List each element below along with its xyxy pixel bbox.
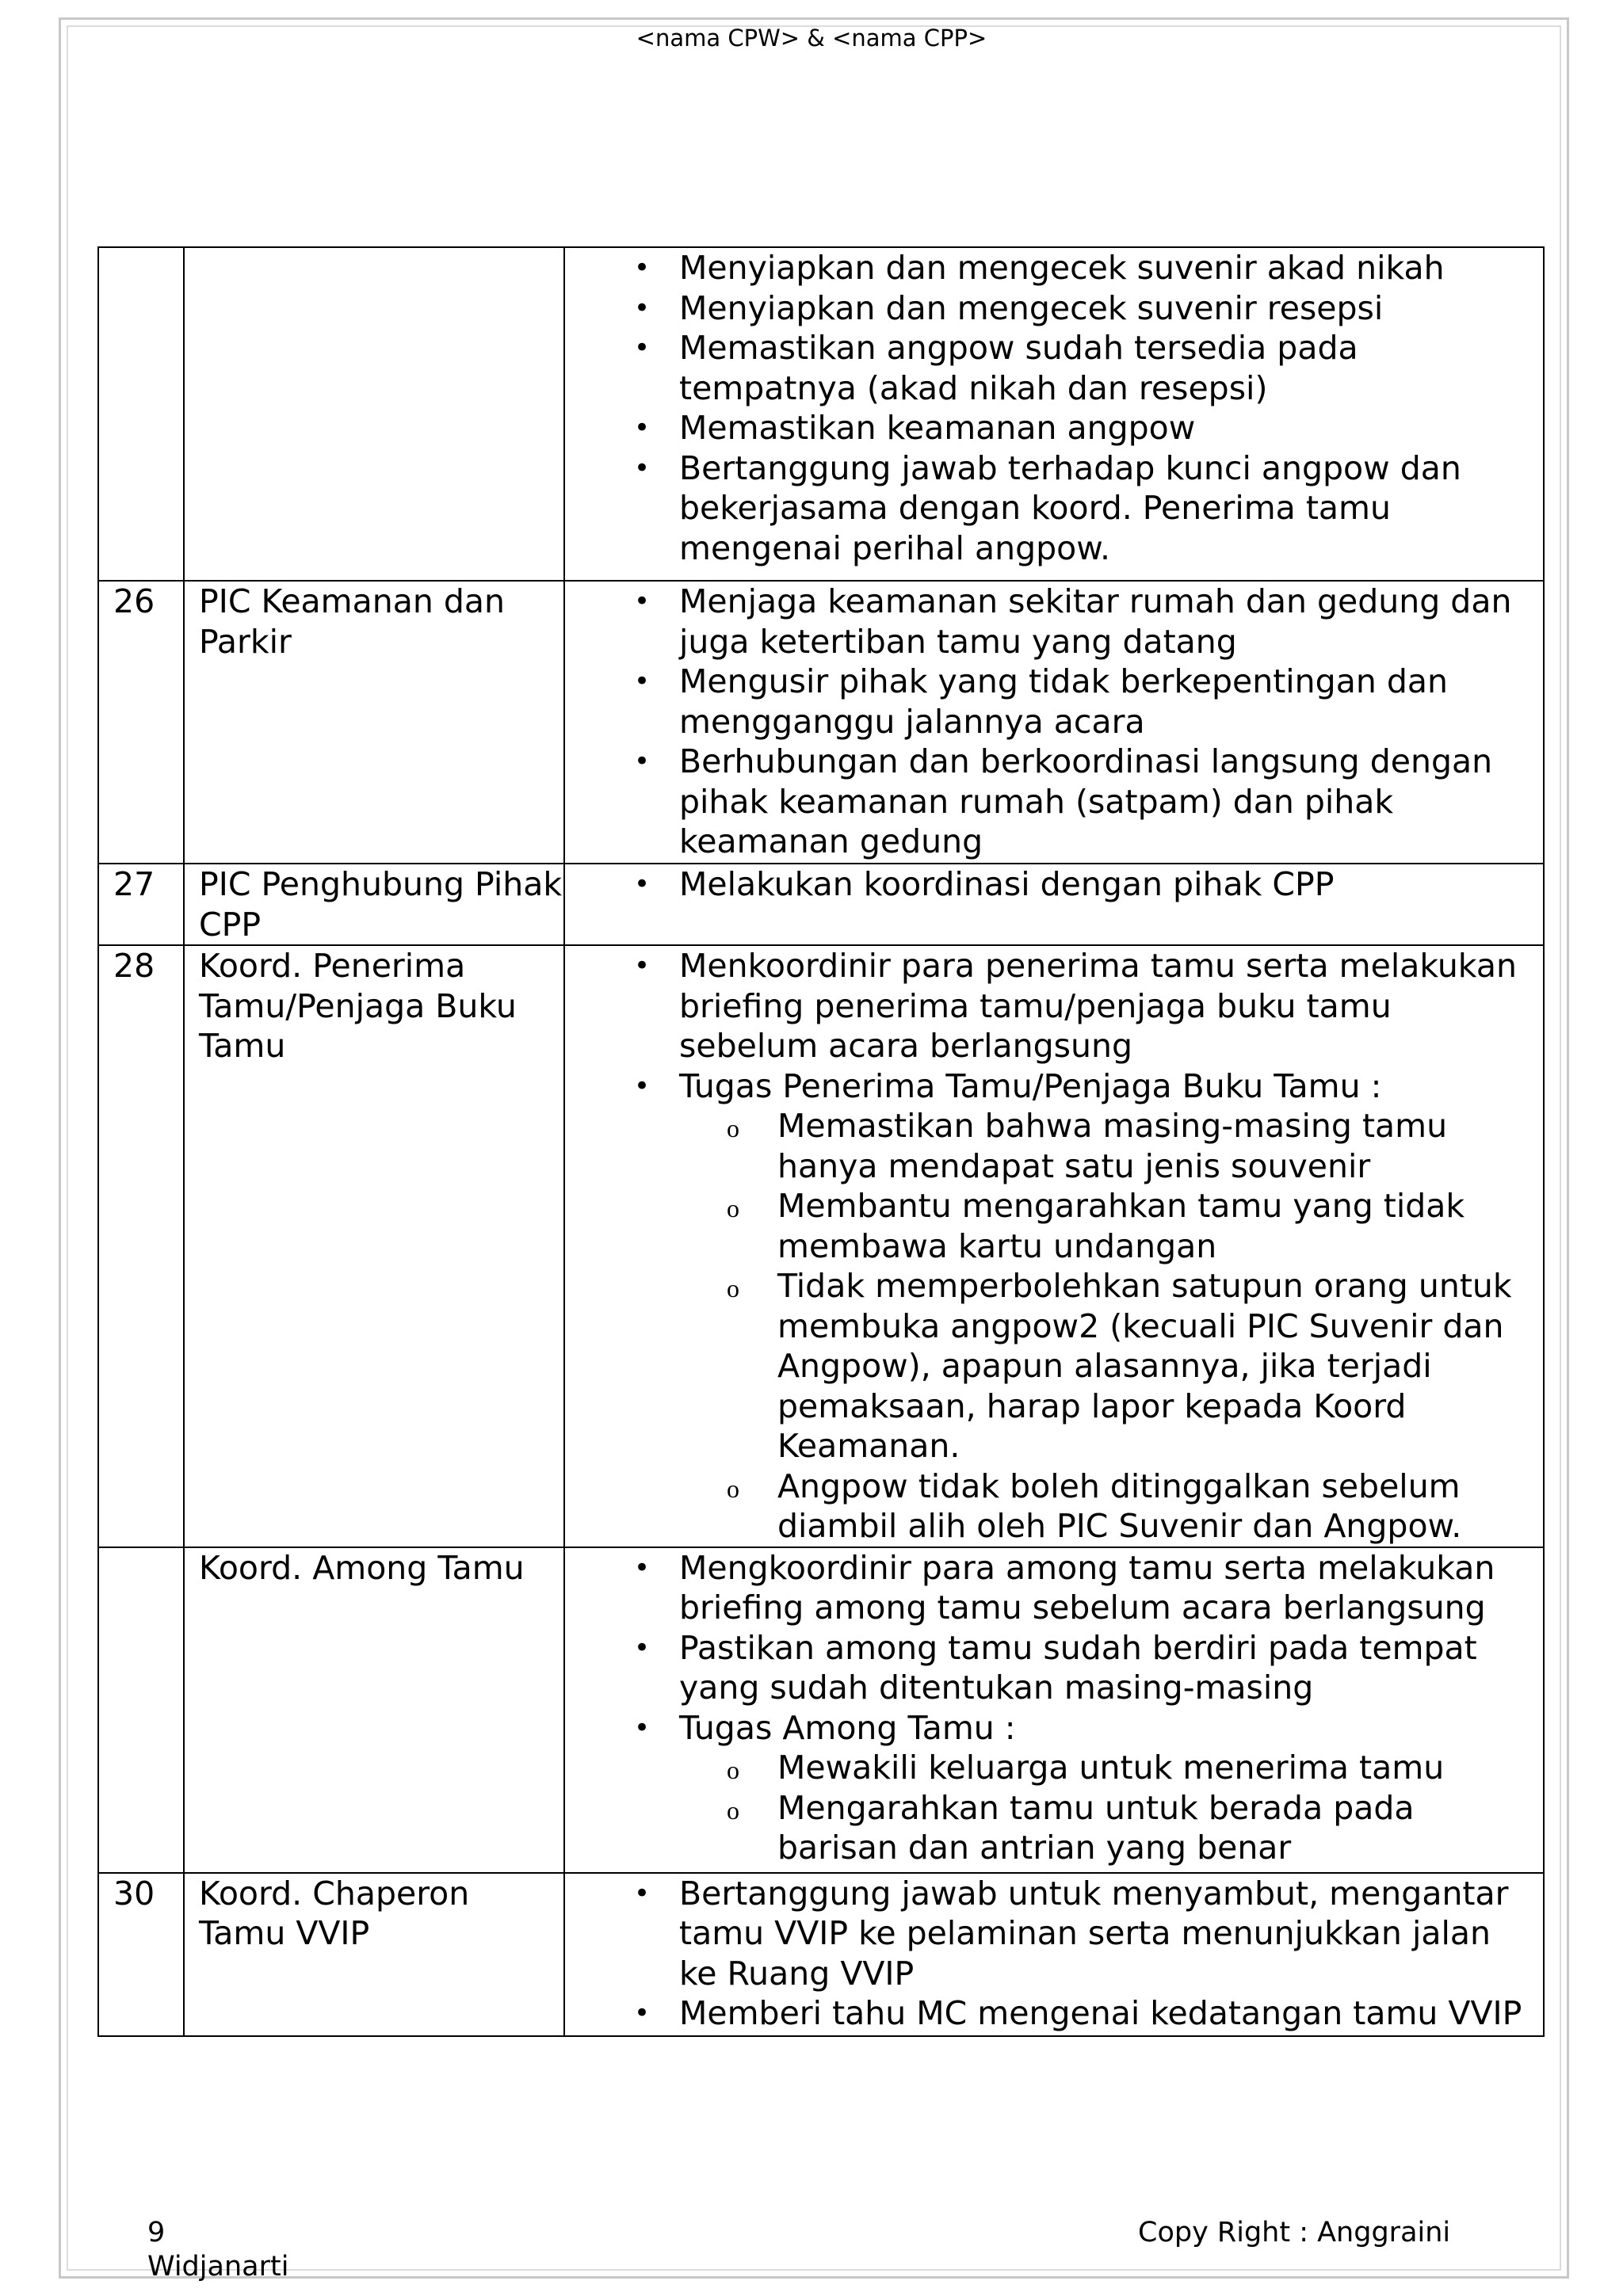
circle-bullet-icon: o — [727, 1795, 739, 1825]
task-text: Pastikan among tamu sudah berdiri pada tempat yang sudah ditentukan masing-masing — [679, 1628, 1477, 1707]
bullet-icon: • — [633, 1631, 651, 1664]
page-number: 9 — [147, 2217, 166, 2248]
circle-bullet-icon: o — [727, 1194, 739, 1222]
sub-task-list — [679, 1106, 1537, 1547]
role-cell — [184, 247, 564, 581]
task-text: Memastikan angpow sudah tersedia pada tempatnya (akad nikah dan resepsi) — [679, 329, 1358, 407]
task-list — [565, 582, 1543, 862]
task-item — [565, 946, 1543, 1066]
sub-task-text: Angpow tidak boleh ditinggalkan sebelum diambil alih oleh PIC Suvenir dan Angpow. — [777, 1466, 1462, 1545]
task-item — [565, 248, 1543, 288]
sub-task-text: Mengarahkan tamu untuk berada pada barisan dan antrian yang benar — [777, 1788, 1415, 1867]
task-text: Tugas Penerima Tamu/Penjaga Buku Tamu : — [679, 1066, 1382, 1105]
row-number-cell — [98, 1547, 184, 1873]
sub-task-text: Memastikan bahwa masing-masing tamu hanya mendapat satu jenis souvenir — [777, 1107, 1448, 1185]
table-row — [98, 581, 1544, 864]
bullet-icon: • — [633, 1070, 651, 1102]
task-item — [565, 408, 1543, 448]
role-cell: Koord. Penerima Tamu/Penjaga Buku Tamu — [184, 945, 564, 1547]
task-text: Bertanggung jawab terhadap kunci angpow dan bekerjasama dengan koord. Penerima tamu mengenai perihal angpow. — [679, 448, 1461, 567]
sub-task-item — [679, 1748, 1537, 1788]
bullet-icon: • — [633, 950, 651, 982]
row-number-cell — [98, 247, 184, 581]
tasks-cell — [564, 581, 1544, 864]
tasks-cell — [564, 1873, 1544, 2036]
tasks-cell — [564, 864, 1544, 945]
role-cell: Koord. Chaperon Tamu VVIP — [184, 1873, 564, 2036]
sub-task-text: Mewakili keluarga untuk menerima tamu — [777, 1749, 1445, 1787]
row-number-cell: 27 — [98, 864, 184, 945]
page-header: <nama CPW> & <nama CPP> — [636, 25, 987, 51]
sub-task-item — [679, 1186, 1537, 1266]
task-text: Menyiapkan dan mengecek suvenir resepsi — [679, 288, 1384, 327]
bullet-icon: • — [633, 1551, 651, 1584]
task-item — [565, 1548, 1543, 1628]
task-text: Memastikan keamanan angpow — [679, 409, 1196, 447]
table-row — [98, 945, 1544, 1547]
bullet-icon: • — [633, 1997, 651, 2029]
circle-bullet-icon: o — [727, 1756, 739, 1784]
task-text: Mengkoordinir para among tamu serta melakukan briefing among tamu sebelum acara berlangsung — [679, 1548, 1495, 1627]
task-item — [565, 1066, 1543, 1547]
task-text: Menkoordinir para penerima tamu serta melakukan briefing penerima tamu/penjaga buku tamu sebelum acara berlangsung — [679, 947, 1517, 1065]
sub-task-item — [679, 1106, 1537, 1186]
task-item — [565, 662, 1543, 742]
sub-task-text: Tidak memperbolehkan satupun orang untuk membuka angpow2 (kecuali PIC Suvenir dan Angpow), apapun alasannya, jika terjadi pemaksaan, harap lapor kepada Koord Keamanan. — [777, 1267, 1512, 1465]
sub-task-item — [679, 1266, 1537, 1466]
task-item — [565, 1708, 1543, 1868]
footer-left — [147, 2216, 288, 2284]
bullet-icon: • — [633, 252, 651, 284]
bullet-icon: • — [633, 452, 651, 484]
bullet-icon: • — [633, 332, 651, 364]
table-row — [98, 864, 1544, 945]
circle-bullet-icon: o — [727, 1274, 739, 1302]
task-item — [565, 742, 1543, 862]
tasks-cell — [564, 1547, 1544, 1873]
task-list — [565, 248, 1543, 568]
bullet-icon: • — [633, 868, 651, 900]
author-name: Widjanarti — [147, 2251, 289, 2283]
bullet-icon: • — [633, 666, 651, 697]
tasks-cell — [564, 945, 1544, 1547]
task-item — [565, 1628, 1543, 1708]
role-cell: PIC Keamanan dan Parkir — [184, 581, 564, 864]
table-row — [98, 1873, 1544, 2036]
copyright-text: Copy Right : Anggraini — [1138, 2217, 1451, 2248]
bullet-icon: • — [633, 1711, 651, 1744]
task-item — [565, 448, 1543, 569]
task-text: Bertanggung jawab untuk menyambut, mengantar tamu VVIP ke pelaminan serta menunjukkan jalan ke Ruang VVIP — [679, 1874, 1509, 1993]
table-row — [98, 247, 1544, 581]
task-text: Mengusir pihak yang tidak berkepentingan dan mengganggu jalannya acara — [679, 662, 1448, 741]
task-text: Melakukan koordinasi dengan pihak CPP — [679, 865, 1335, 903]
task-text: Menjaga keamanan sekitar rumah dan gedung dan juga ketertiban tamu yang datang — [679, 582, 1512, 661]
task-item — [565, 1874, 1543, 1994]
task-item — [565, 328, 1543, 408]
task-text: Berhubungan dan berkoordinasi langsung dengan pihak keamanan rumah (satpam) dan pihak keamanan gedung — [679, 742, 1493, 860]
sub-task-item — [679, 1788, 1537, 1868]
task-list — [565, 1874, 1543, 2034]
task-item — [565, 1993, 1543, 2034]
task-list — [565, 946, 1543, 1547]
task-item — [565, 582, 1543, 662]
tasks-cell — [564, 247, 1544, 581]
role-cell: PIC Penghubung Pihak CPP — [184, 864, 564, 945]
task-text: Menyiapkan dan mengecek suvenir akad nikah — [679, 249, 1445, 287]
bullet-icon: • — [633, 585, 651, 617]
task-text: Memberi tahu MC mengenai kedatangan tamu VVIP — [679, 1994, 1522, 2032]
circle-bullet-icon: o — [727, 1474, 739, 1503]
row-number-cell: 26 — [98, 581, 184, 864]
task-item — [565, 288, 1543, 329]
bullet-icon: • — [633, 412, 651, 444]
sub-task-item — [679, 1466, 1537, 1547]
sub-task-list — [679, 1748, 1537, 1868]
row-number-cell: 30 — [98, 1873, 184, 2036]
circle-bullet-icon: o — [727, 1114, 739, 1142]
task-list — [565, 1548, 1543, 1868]
duties-table-body — [98, 247, 1544, 2036]
task-list — [565, 864, 1543, 905]
bullet-icon: • — [633, 1877, 651, 1909]
bullet-icon: • — [633, 292, 651, 324]
row-number-cell: 28 — [98, 945, 184, 1547]
sub-task-text: Membantu mengarahkan tamu yang tidak membawa kartu undangan — [777, 1187, 1465, 1265]
role-cell: Koord. Among Tamu — [184, 1547, 564, 1873]
bullet-icon: • — [633, 746, 651, 777]
task-text: Tugas Among Tamu : — [679, 1708, 1016, 1747]
task-item — [565, 864, 1543, 905]
table-row — [98, 1547, 1544, 1873]
duties-table — [97, 246, 1545, 2037]
